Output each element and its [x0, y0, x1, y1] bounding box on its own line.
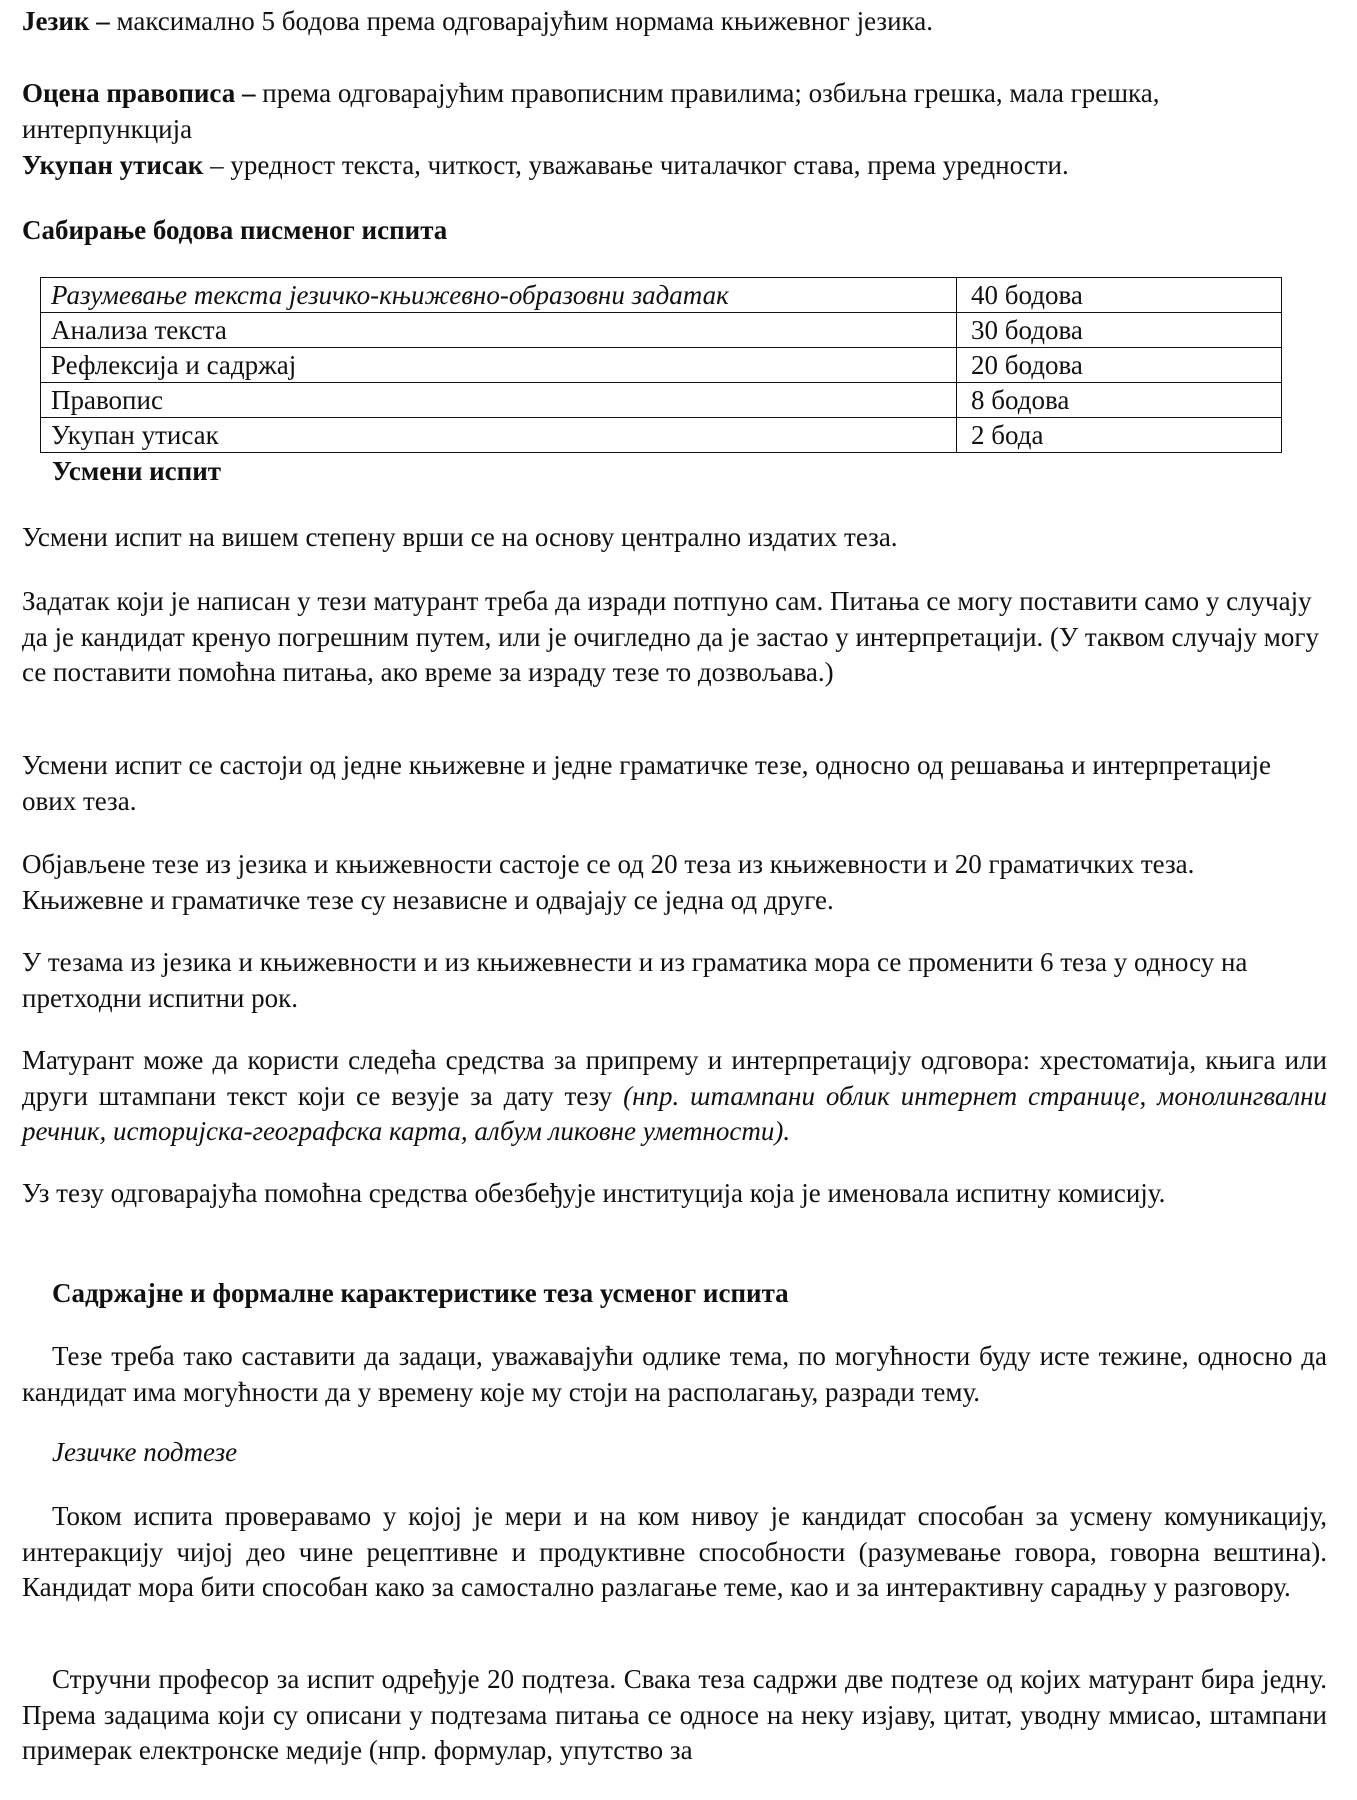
text-sredstva: Матурант може да користи следећа средства за припрему и интерпретацију одговора: хрестоматија, књига или други штампани текст који се везује за дату тезу	[22, 1045, 1327, 1111]
table-cell-task: Анализа текста	[41, 313, 957, 348]
table-cell-points: 20 бодова	[957, 348, 1282, 383]
table-cell-points: 2 бода	[957, 418, 1282, 453]
paragraph-zadatak: Задатак који је написан у тези матурант треба да изради потпуно сам. Питања се могу поставити само у случају да је кандидат кренуо погрешним путем, или је очигледно да је застао у интерпретацији. (У таквом случају могу се поставити помоћна питања, ако време за израду тезе то дозвољава.)	[22, 586, 1319, 687]
paragraph-teze: Тезе треба тако саставити да задаци, уважавајући одлике тема, по могућности буду исте тежине, односно да кандидат има могућности да у времену које му стоји на располагању, разради тему.	[22, 1341, 1327, 1407]
table-row	[41, 313, 1282, 348]
paragraph-sastav: Усмени испит се састоји од једне књижевне и једне граматичке тезе, односно од решавања и интерпретације ових теза.	[22, 750, 1271, 816]
table-row	[41, 383, 1282, 418]
table-cell-points: 8 бодова	[957, 383, 1282, 418]
paragraph-tokom: Током испита проверавамо у којој је мери и на ком нивоу је кандидат способан за усмену комуникацију, интеракцију чијој део чине рецептивне и продуктивне способности (разумевање говора, говорна вештина). Кандидат мора бити способан како за самостално разлагање теме, као и за интерактивну сарадњу у разговору.	[22, 1501, 1327, 1602]
paragraph-pravopis	[22, 76, 1327, 147]
text-sredstva-examples: (нпр. штампани облик интернет странице, монолингвални речник, историјска-географска карта, албум ликовне уметности).	[22, 1080, 1328, 1146]
paragraph-utisak	[22, 148, 1315, 184]
table-cell-points: 30 бодова	[957, 313, 1282, 348]
paragraph-tezama: У тезама из језика и књижевности и из књижевнести и из граматика мора се променити 6 теза у односу на претходни испитни рок.	[22, 947, 1248, 1013]
table-cell-task: Укупан утисак	[41, 418, 957, 453]
table-row	[41, 348, 1282, 383]
label-jezik: Језик –	[22, 6, 110, 36]
text-utisak: – уредност текста, читкост, уважавање читалачког става, према уредности.	[210, 150, 1069, 180]
label-pravopis: Оцена правописа –	[22, 78, 256, 108]
table-row	[41, 418, 1282, 453]
text-jezik: максимално 5 бодова према одговарајућим нормама књижевног језика.	[116, 6, 933, 36]
paragraph-strucni: Стручни професор за испит одређује 20 подтеза. Свака теза садржи две подтезе од којих матурант бира једну. Према задацима који су описани у подтезама питања се односе на неку изјаву, цитат, уводну ммисао, штампани примерак електронске медије (нпр. формулар, упутство за	[22, 1664, 1327, 1765]
table-cell-task: Разумевање текста језичко-књижевно-образовни задатак	[41, 278, 957, 313]
score-table	[40, 277, 1282, 453]
table-cell-points: 40 бодова	[957, 278, 1282, 313]
label-utisak: Укупан утисак	[22, 150, 204, 180]
paragraph-jezik	[22, 4, 1315, 40]
table-cell-task: Рефлексија и садржај	[41, 348, 957, 383]
table-cell-task: Правопис	[41, 383, 957, 418]
heading-usmeni: Усмени испит	[52, 456, 222, 486]
paragraph-usmeni-intro: Усмени испит на вишем степену врши се на основу централно издатих теза.	[22, 522, 898, 552]
heading-sadrzaj: Садржајне и формалне карактеристике теза усменог испита	[52, 1278, 789, 1308]
paragraph-institucija: Уз тезу одговарајућа помоћна средства обезбеђује институција која је именовала испитну комисију.	[22, 1178, 1166, 1208]
paragraph-objavljene: Објављене тезе из језика и књижевности састоје се од 20 теза из књижевности и 20 граматичких теза. Књижевне и граматичке тезе су независне и одвајају се једна од друге.	[22, 849, 1195, 915]
paragraph-sredstva	[22, 1043, 1327, 1150]
text-pravopis: према одговарајућим правописним правилима; озбиљна грешка, мала грешка, интерпункција	[22, 78, 1160, 144]
subheading-jezicke: Језичке подтезе	[52, 1437, 238, 1467]
table-row	[41, 278, 1282, 313]
heading-sabiranje: Сабирање бодова писменог испита	[22, 215, 448, 245]
